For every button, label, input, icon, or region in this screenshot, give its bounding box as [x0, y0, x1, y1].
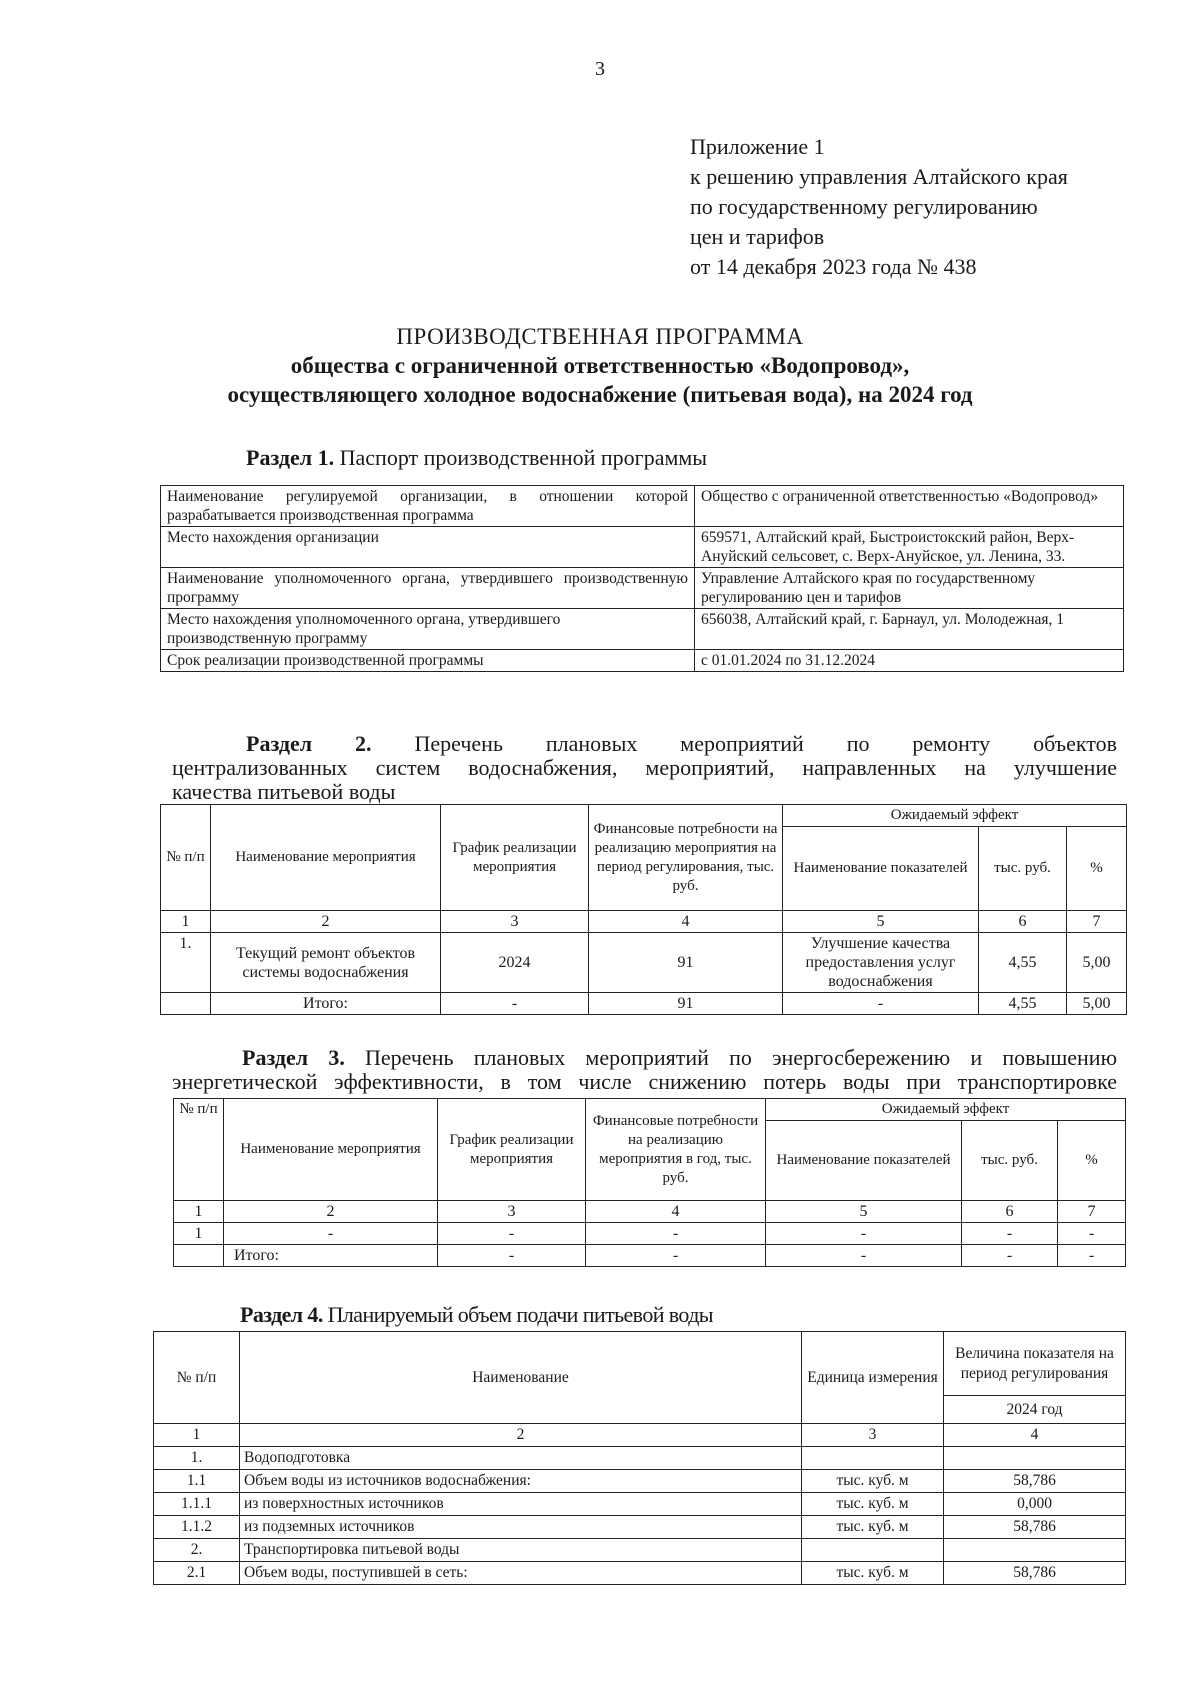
table-row [154, 1562, 1126, 1585]
table-cell: Объем воды из источников водоснабжения: [240, 1470, 802, 1493]
column-number-row [154, 1424, 1126, 1447]
table-cell: 1.1.2 [154, 1516, 240, 1539]
table-cell: 0,000 [944, 1493, 1126, 1516]
table-cell [802, 1447, 944, 1470]
table-cell: из подземных источников [240, 1516, 802, 1539]
table-cell: тыс. куб. м [802, 1470, 944, 1493]
section-title-line [172, 732, 1117, 756]
table-cell: 91 [589, 993, 783, 1015]
column-number: 4 [586, 1201, 766, 1223]
table-cell: с 01.01.2024 по 31.12.2024 [695, 650, 1124, 672]
column-header: Наименование показателей [783, 827, 979, 911]
table-cell: тыс. куб. м [802, 1493, 944, 1516]
table-cell: Срок реализации производственной программы [161, 650, 695, 672]
table-cell: Наименование уполномоченного органа, утвердившего производственную программу [161, 568, 695, 609]
table-cell [944, 1447, 1126, 1470]
table-cell [174, 1245, 224, 1267]
table-cell [944, 1539, 1126, 1562]
table-cell: Итого: [224, 1245, 438, 1267]
title-line: ПРОИЗВОДСТВЕННАЯ ПРОГРАММА [396, 324, 804, 349]
column-number: 7 [1058, 1201, 1126, 1223]
column-header: Ожидаемый эффект [766, 1099, 1126, 1121]
column-header: 2024 год [944, 1396, 1126, 1424]
section1-heading [246, 446, 707, 470]
table-cell: - [586, 1245, 766, 1267]
column-header: тыс. руб. [979, 827, 1067, 911]
table-row [154, 1539, 1126, 1562]
passport-table [160, 485, 1124, 672]
column-number: 6 [979, 911, 1067, 933]
table-row [161, 486, 1124, 527]
column-number: 1 [154, 1424, 240, 1447]
column-number: 1 [174, 1201, 224, 1223]
section4-heading [240, 1303, 713, 1327]
section-title: Перечень плановых мероприятий по ремонту объектов [414, 731, 1117, 756]
table-cell: Место нахождения уполномоченного органа, утвердившего производственную программу [161, 609, 695, 650]
table-row [161, 527, 1124, 568]
table-row [154, 1493, 1126, 1516]
column-number: 5 [766, 1201, 962, 1223]
column-header: № п/п [154, 1332, 240, 1424]
section-title: Перечень плановых мероприятий по энергосбережению и повышению [365, 1045, 1118, 1070]
page-number: 3 [595, 58, 605, 80]
appendix-line: цен и тарифов [690, 224, 825, 249]
table-cell: Объем воды, поступившей в сеть: [240, 1562, 802, 1585]
appendix-line: от 14 декабря 2023 года № 438 [690, 254, 977, 279]
appendix-line: по государственному регулированию [690, 194, 1038, 219]
table-header-row [154, 1332, 1126, 1396]
repair-measures-table [160, 804, 1127, 1015]
column-header: Наименование мероприятия [224, 1099, 438, 1201]
table-row [161, 933, 1127, 993]
table-cell: 2. [154, 1539, 240, 1562]
column-header: График реализации мероприятия [438, 1099, 586, 1201]
table-cell: Место нахождения организации [161, 527, 695, 568]
table-row [161, 650, 1124, 672]
column-header: Единица измерения [802, 1332, 944, 1424]
table-cell: 4,55 [979, 993, 1067, 1015]
table-cell [161, 993, 211, 1015]
table-cell: из поверхностных источников [240, 1493, 802, 1516]
table-cell: 58,786 [944, 1562, 1126, 1585]
section-label: Раздел 2. [246, 731, 372, 756]
section-title: Планируемый объем подачи питьевой воды [327, 1302, 713, 1327]
column-number: 4 [589, 911, 783, 933]
table-cell: 2.1 [154, 1562, 240, 1585]
column-header: Финансовые потребности на реализацию мероприятия на период регулирования, тыс. руб. [589, 805, 783, 911]
column-number: 4 [944, 1424, 1126, 1447]
appendix-line: к решению управления Алтайского края [690, 164, 1068, 189]
energy-saving-table [173, 1098, 1126, 1267]
column-number: 5 [783, 911, 979, 933]
table-cell: 91 [589, 933, 783, 993]
section-title-line: качества питьевой воды [172, 779, 396, 804]
column-header: % [1067, 827, 1127, 911]
column-number: 7 [1067, 911, 1127, 933]
section-title-line: энергетической эффективности, в том числе снижению потерь воды при транспортировке [172, 1069, 1117, 1094]
column-header: № п/п [161, 805, 211, 911]
section-label: Раздел 4. [240, 1302, 323, 1327]
table-cell: - [766, 1245, 962, 1267]
table-cell: - [438, 1245, 586, 1267]
appendix-block [690, 132, 1068, 282]
column-number: 3 [438, 1201, 586, 1223]
table-cell: Наименование регулируемой организации, в отношении которой разрабатывается производственная программа [161, 486, 695, 527]
column-number: 6 [962, 1201, 1058, 1223]
table-total-row [161, 993, 1127, 1015]
section3-heading [172, 1046, 1117, 1094]
section2-heading [172, 732, 1117, 804]
section-title-line: централизованных систем водоснабжения, мероприятий, направленных на улучшение [172, 755, 1117, 780]
column-header: тыс. руб. [962, 1121, 1058, 1201]
table-cell: Общество с ограниченной ответственностью «Водопровод» [695, 486, 1124, 527]
document-title [0, 322, 1200, 409]
table-cell: 1.1 [154, 1470, 240, 1493]
table-cell: 1. [161, 933, 211, 993]
table-cell: Управление Алтайского края по государственному регулированию цен и тарифов [695, 568, 1124, 609]
table-cell: 58,786 [944, 1516, 1126, 1539]
table-cell: - [224, 1223, 438, 1245]
column-number: 3 [441, 911, 589, 933]
water-supply-volume-table [153, 1331, 1126, 1585]
title-line: осуществляющего холодное водоснабжение (питьевая вода), на 2024 год [227, 382, 973, 407]
table-cell: Итого: [211, 993, 441, 1015]
table-cell: 5,00 [1067, 993, 1127, 1015]
table-cell: - [1058, 1223, 1126, 1245]
column-header: Ожидаемый эффект [783, 805, 1127, 827]
table-cell: 4,55 [979, 933, 1067, 993]
table-row [161, 609, 1124, 650]
column-header: № п/п [174, 1099, 224, 1201]
table-row [154, 1470, 1126, 1493]
table-cell: тыс. куб. м [802, 1516, 944, 1539]
appendix-line: Приложение 1 [690, 134, 825, 159]
table-row [154, 1516, 1126, 1539]
table-cell: Транспортировка питьевой воды [240, 1539, 802, 1562]
table-cell: - [586, 1223, 766, 1245]
table-cell: Текущий ремонт объектов системы водоснабжения [211, 933, 441, 993]
table-cell: Водоподготовка [240, 1447, 802, 1470]
table-cell: 1. [154, 1447, 240, 1470]
column-number-row [174, 1201, 1126, 1223]
column-number: 3 [802, 1424, 944, 1447]
column-header: Финансовые потребности на реализацию мероприятия в год, тыс. руб. [586, 1099, 766, 1201]
table-cell: Улучшение качества предоставления услуг водоснабжения [783, 933, 979, 993]
table-cell: - [783, 993, 979, 1015]
column-number-row [161, 911, 1127, 933]
column-header: График реализации мероприятия [441, 805, 589, 911]
section-title-line [172, 1046, 1117, 1070]
section-title: Паспорт производственной программы [339, 445, 708, 470]
table-cell: - [962, 1245, 1058, 1267]
table-cell: 1 [174, 1223, 224, 1245]
column-header: % [1058, 1121, 1126, 1201]
column-header: Наименование [240, 1332, 802, 1424]
table-cell: 1.1.1 [154, 1493, 240, 1516]
section-label: Раздел 1. [246, 445, 335, 470]
table-cell: 659571, Алтайский край, Быстроистокский район, Верх-Ануйский сельсовет, с. Верх-Ануйское, ул. Ленина, 33. [695, 527, 1124, 568]
table-cell: 2024 [441, 933, 589, 993]
table-total-row [174, 1245, 1126, 1267]
table-cell: 58,786 [944, 1470, 1126, 1493]
table-header-row [174, 1099, 1126, 1121]
table-row [154, 1447, 1126, 1470]
table-cell: - [1058, 1245, 1126, 1267]
table-cell: - [766, 1223, 962, 1245]
title-line: общества с ограниченной ответственностью «Водопровод», [290, 353, 910, 378]
table-header-row [161, 805, 1127, 827]
column-number: 2 [224, 1201, 438, 1223]
section-label: Раздел 3. [242, 1045, 345, 1070]
table-cell: 5,00 [1067, 933, 1127, 993]
column-number: 2 [211, 911, 441, 933]
table-cell [802, 1539, 944, 1562]
table-cell: - [962, 1223, 1058, 1245]
column-number: 1 [161, 911, 211, 933]
column-header: Величина показателя на период регулирования [944, 1332, 1126, 1396]
table-cell: - [438, 1223, 586, 1245]
table-cell: - [441, 993, 589, 1015]
table-row [161, 568, 1124, 609]
table-row [174, 1223, 1126, 1245]
table-cell: 656038, Алтайский край, г. Барнаул, ул. Молодежная, 1 [695, 609, 1124, 650]
table-cell: тыс. куб. м [802, 1562, 944, 1585]
column-header: Наименование показателей [766, 1121, 962, 1201]
column-number: 2 [240, 1424, 802, 1447]
column-header: Наименование мероприятия [211, 805, 441, 911]
